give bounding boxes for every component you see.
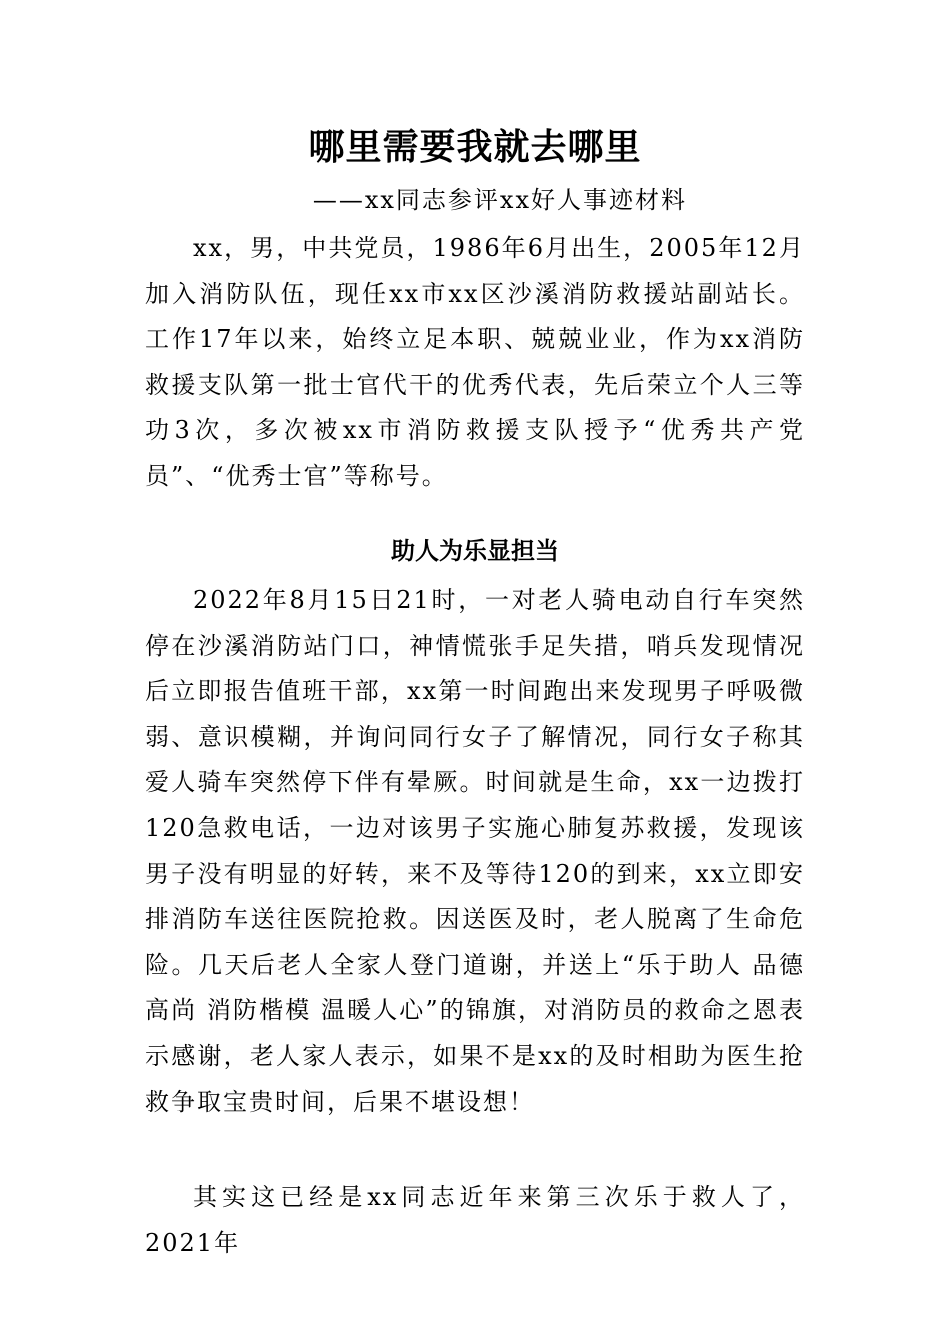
section-heading: 助人为乐显担当	[391, 537, 559, 565]
intro-paragraph: xx，男，中共党员，1986年6月出生，2005年12月加入消防队伍，现任xx市xx区沙溪消防救援站副站长。工作17年以来，始终立足本职、兢兢业业，作为xx消防救援支队第一批士官代干的优秀代表，先后荣立个人三等功3次，多次被xx市消防救援支队授予“优秀共产党员”、“优秀士官”等称号。	[145, 234, 805, 490]
section-paragraph: 2022年8月15日21时，一对老人骑电动自行车突然停在沙溪消防站门口，神情慌张手足失措，哨兵发现情况后立即报告值班干部，xx第一时间跑出来发现男子呼吸微弱、意识模糊，并询问同行女子了解情况，同行女子称其爱人骑车突然停下伴有晕厥。时间就是生命，xx一边拨打120急救电话，一边对该男子实施心肺复苏救援，发现该男子没有明显的好转，来不及等待120的到来，xx立即安排消防车送往医院抢救。因送医及时，老人脱离了生命危险。几天后老人全家人登门道谢，并送上“乐于助人 品德高尚 消防楷模 温暖人心”的锦旗，对消防员的救命之恩表示感谢，老人家人表示，如果不是xx的及时相助为医生抢救争取宝贵时间，后果不堪设想！	[145, 586, 805, 1116]
document-title: 哪里需要我就去哪里	[308, 126, 642, 168]
section-paragraph-continued: 其实这已经是xx同志近年来第三次乐于救人了，2021年	[145, 1183, 805, 1257]
document-subtitle: ——xx同志参评xx好人事迹材料	[312, 186, 687, 214]
